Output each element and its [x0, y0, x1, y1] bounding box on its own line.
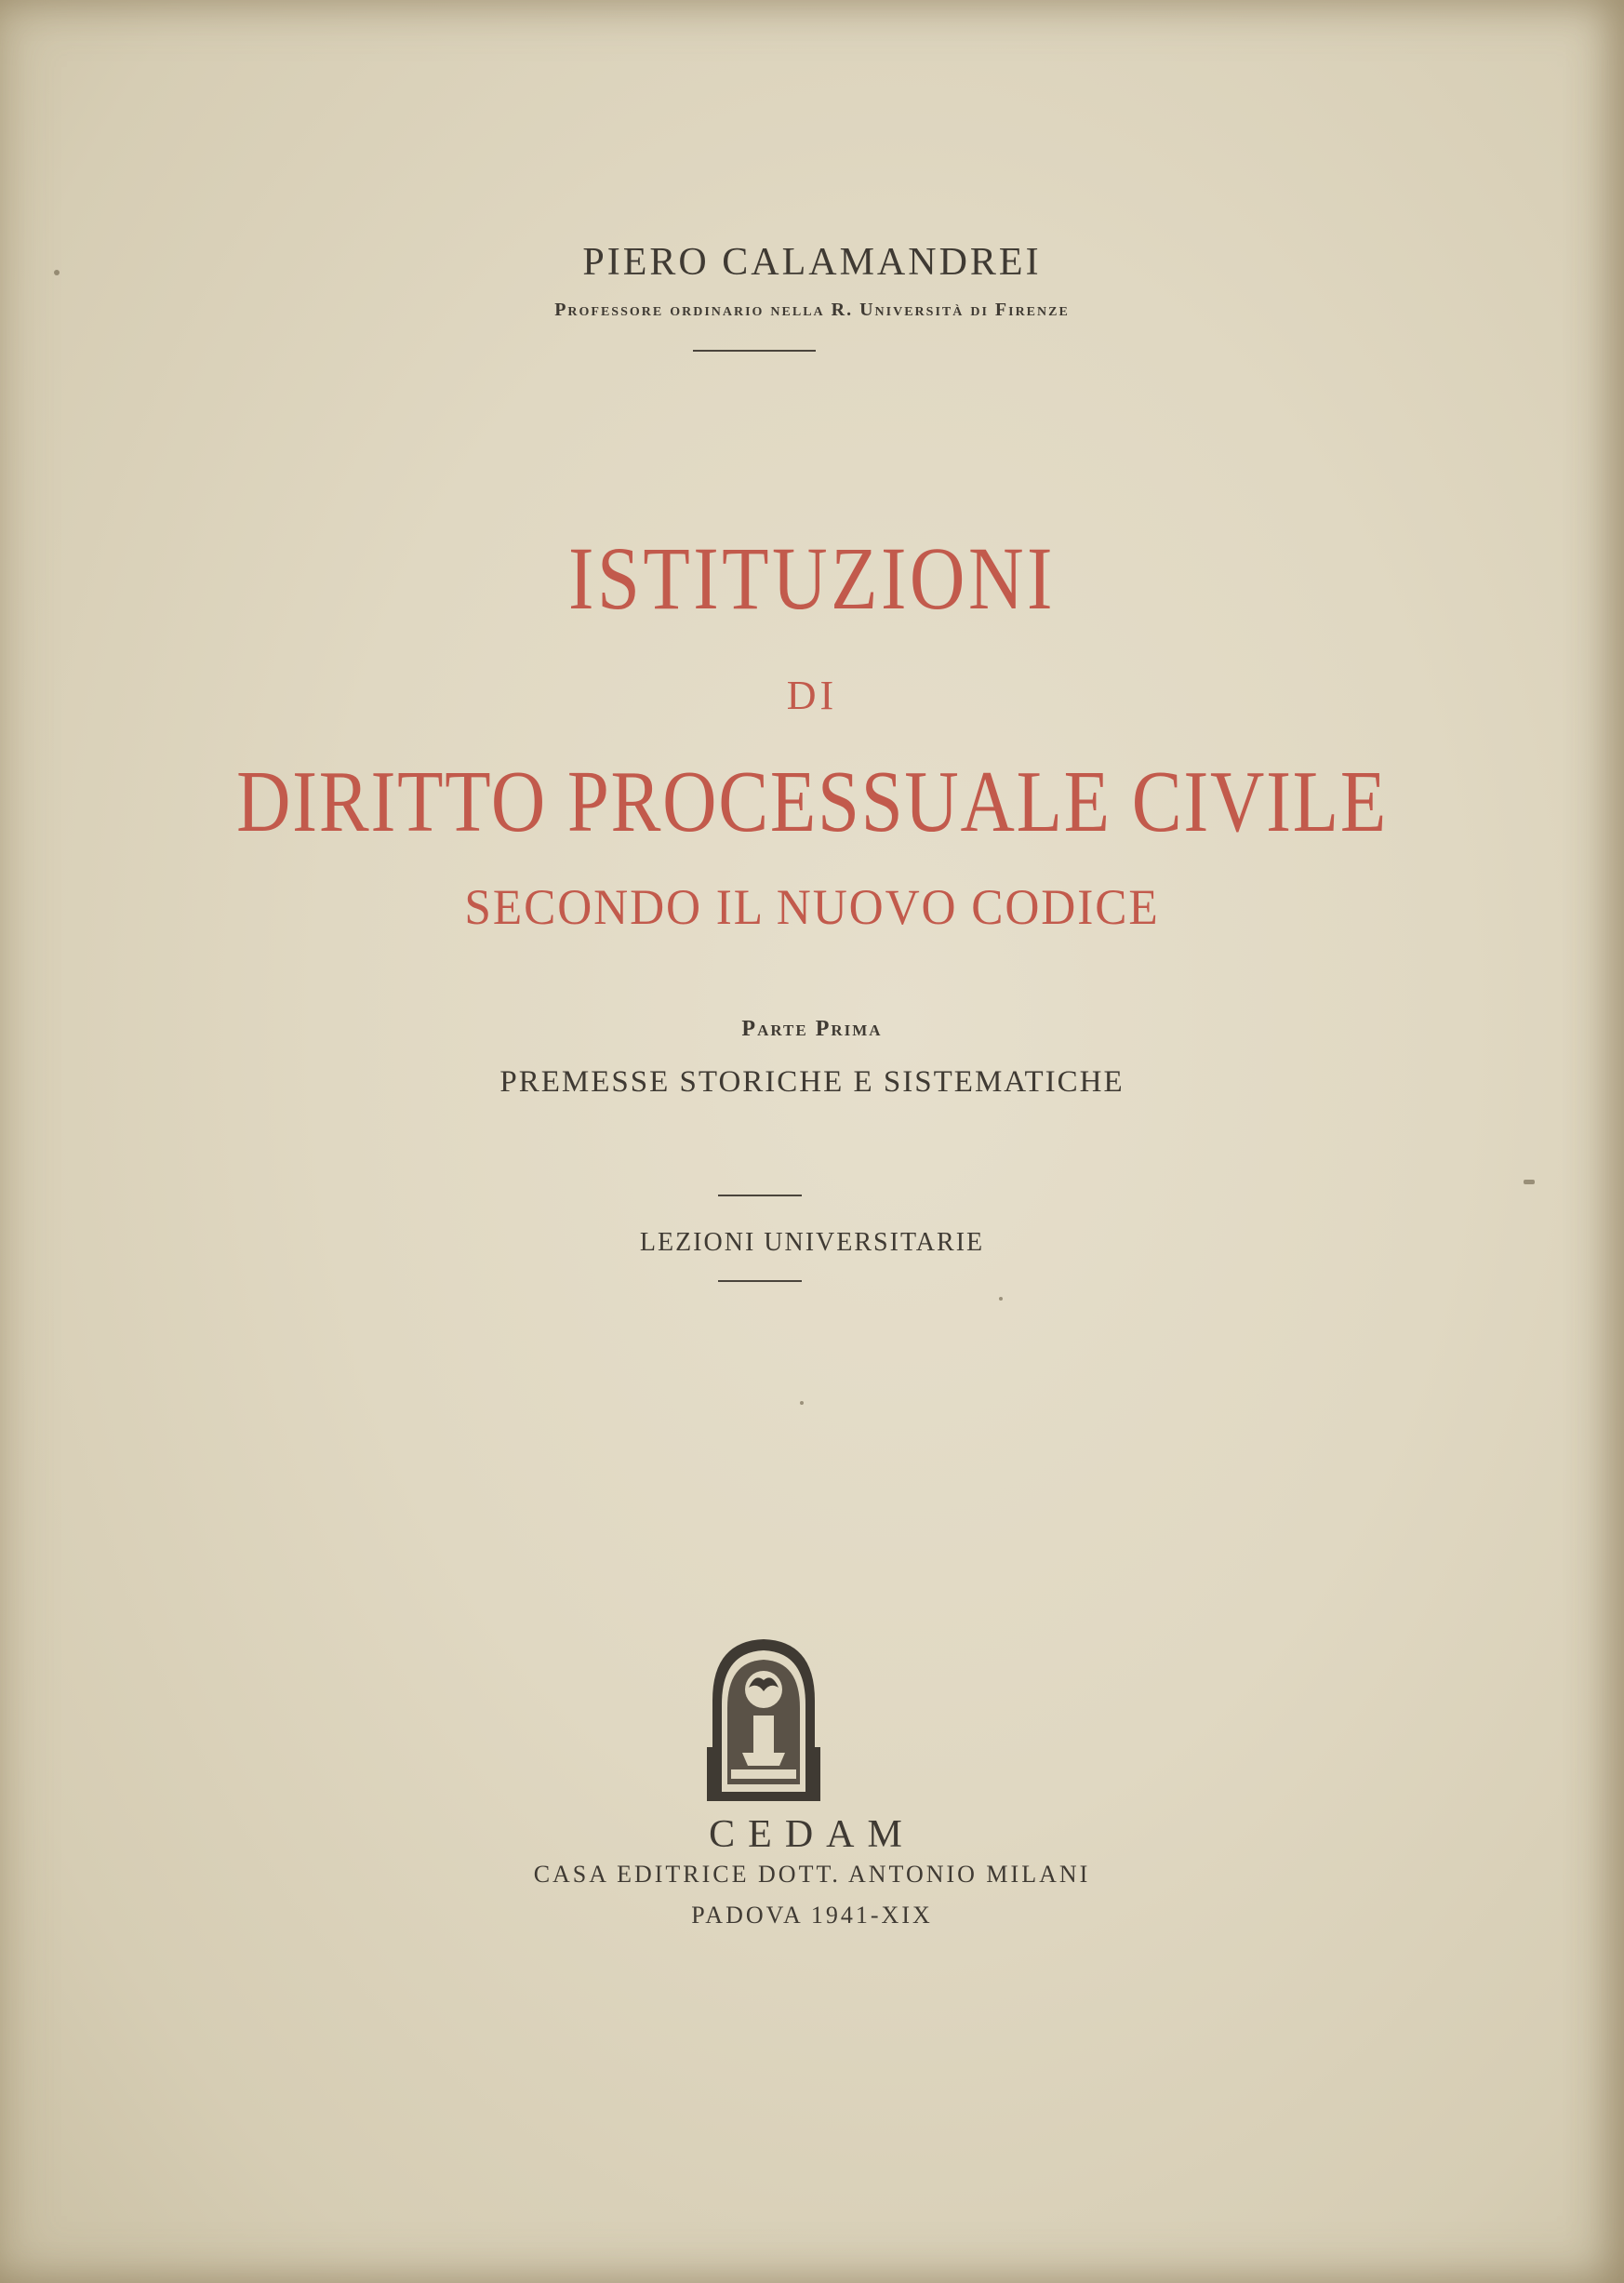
publisher-name: CEDAM — [709, 1813, 915, 1856]
divider-rule — [718, 1280, 802, 1282]
paper-speck — [800, 1401, 804, 1405]
publisher-emblem-icon — [707, 1635, 820, 1801]
title-line-2: DI — [786, 673, 838, 718]
lectures-label: LEZIONI UNIVERSITARIE — [639, 1228, 985, 1257]
title-line-3: DIRITTO PROCESSUALE CIVILE — [236, 754, 1388, 850]
author-name: PIERO CALAMANDREI — [582, 241, 1042, 284]
author-affiliation: Professore ordinario nella R. Università di Firenze — [554, 300, 1070, 320]
title-line-4: SECONDO IL NUOVO CODICE — [464, 879, 1160, 935]
divider-rule — [693, 350, 816, 352]
place-and-date: PADOVA 1941-XIX — [691, 1902, 933, 1929]
paper-speck — [999, 1297, 1003, 1301]
paper-speck — [1524, 1180, 1535, 1184]
divider-rule — [718, 1195, 802, 1196]
title-line-1: ISTITUZIONI — [568, 528, 1056, 628]
part-subtitle: PREMESSE STORICHE E SISTEMATICHE — [499, 1065, 1125, 1099]
part-label: Parte Prima — [741, 1017, 883, 1041]
publisher-house: CASA EDITRICE DOTT. ANTONIO MILANI — [533, 1861, 1091, 1888]
